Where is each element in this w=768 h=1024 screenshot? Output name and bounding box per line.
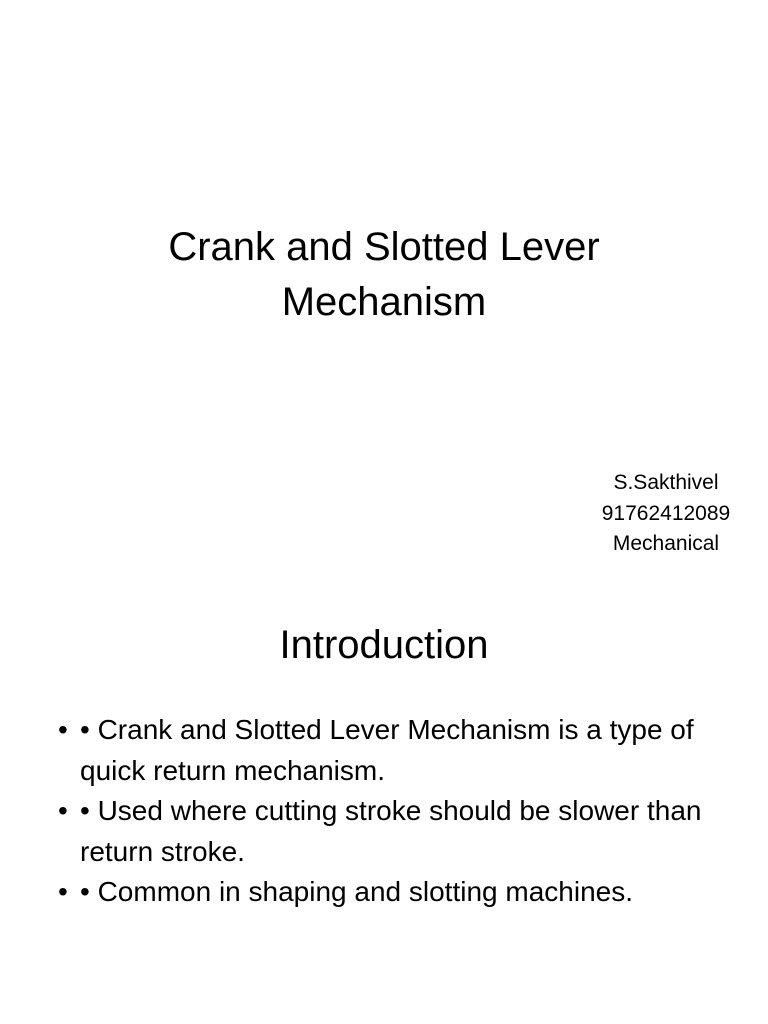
bullet-list	[58, 710, 738, 913]
list-item	[58, 791, 738, 872]
slide-title	[120, 220, 648, 330]
author-department: Mechanical	[612, 532, 720, 555]
author-block	[576, 468, 756, 560]
slide-title-line-1: Crank and Slotted Lever	[168, 225, 600, 269]
list-item	[58, 872, 738, 913]
list-item-text: • Used where cutting stroke should be slower than return stroke.	[80, 795, 702, 867]
slide-title-line-2: Mechanism	[281, 280, 487, 324]
author-phone: 91762412089	[601, 501, 731, 525]
list-item	[58, 710, 738, 791]
list-item-text: • Common in shaping and slotting machines.	[80, 876, 633, 907]
bullet-marker: •	[58, 876, 68, 907]
author-name: S.Sakthivel	[613, 471, 719, 494]
bullet-marker: •	[58, 714, 68, 745]
section-heading: Introduction	[279, 623, 489, 667]
list-item-text: • Crank and Slotted Lever Mechanism is a type of quick return mechanism.	[80, 714, 694, 786]
bullet-marker: •	[58, 795, 68, 826]
